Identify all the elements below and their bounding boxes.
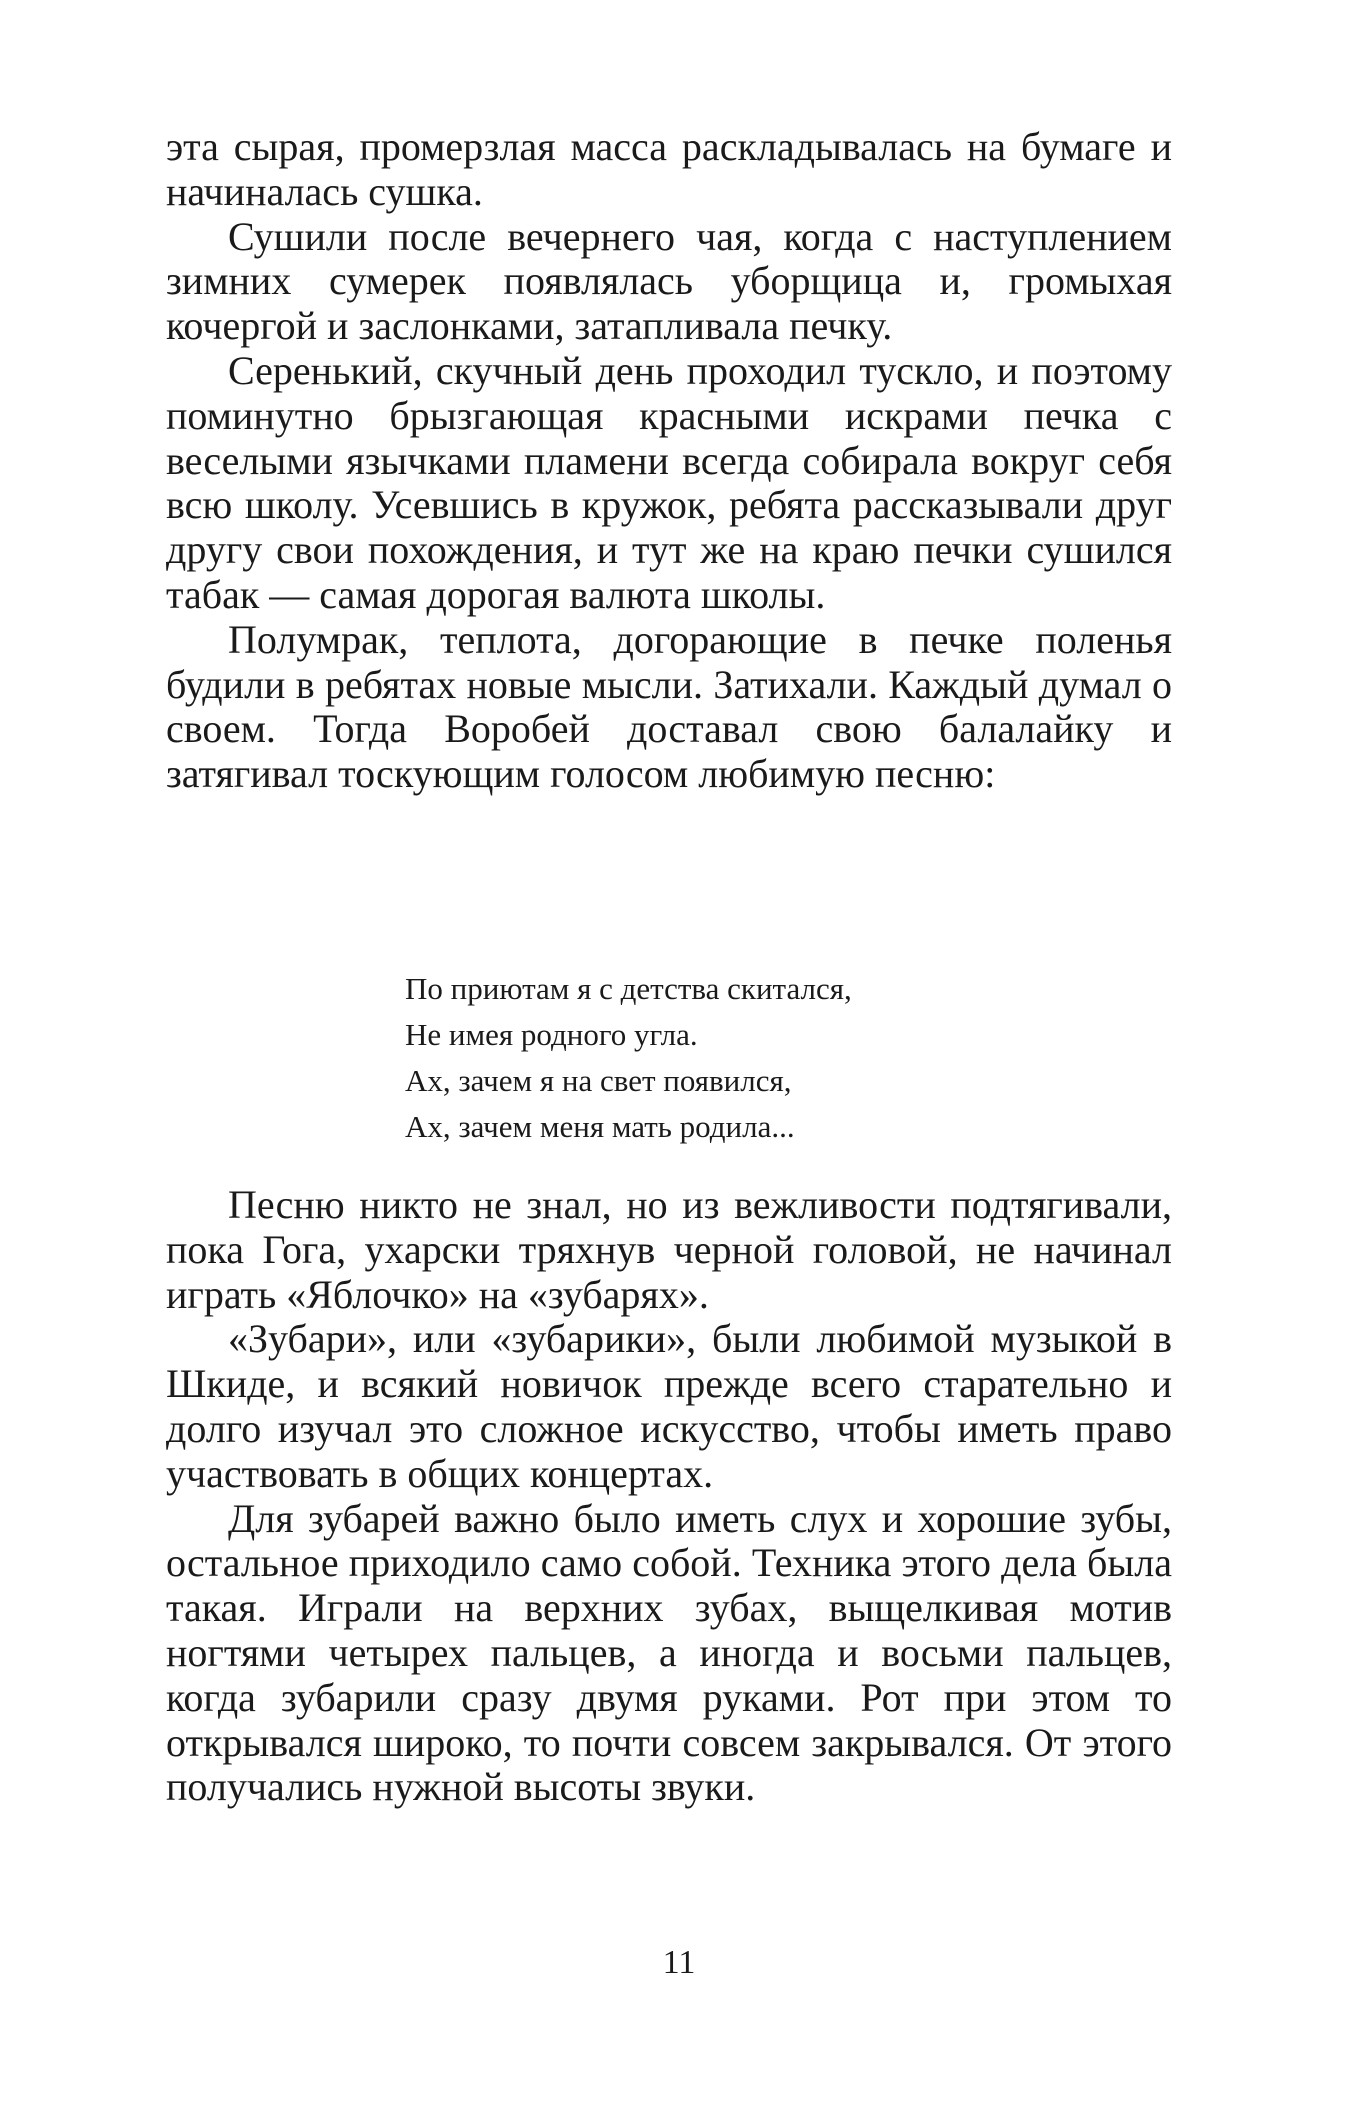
verse-line: Ах, зачем меня мать родила... xyxy=(405,1109,795,1144)
text-block-bottom xyxy=(166,1183,1172,1810)
verse-line: Не имея родного угла. xyxy=(405,1017,698,1052)
song-verse xyxy=(405,966,852,1150)
paragraph: Песню никто не знал, но из вежливости подтягивали, пока Гога, ухарски тряхнув черной головой, не начинал играть «Яблочко» на «зубарях». xyxy=(166,1182,1172,1317)
page-number: 11 xyxy=(662,1944,696,1981)
verse-line: Ах, зачем я на свет появился, xyxy=(405,1063,792,1098)
paragraph: «Зубари», или «зубарики», были любимой музыкой в Шкиде, и всякий новичок прежде всего старательно и долго изучал это сложное искусство, чтобы иметь право участвовать в общих концертах. xyxy=(166,1316,1172,1496)
paragraph: Полумрак, теплота, догорающие в печке поленья будили в ребятах новые мысли. Затихали. Каждый думал о своем. Тогда Воробей доставал свою балалайку и затягивал тоскующим голосом любимую песню: xyxy=(166,616,1172,797)
verse-line: По приютам я с детства скитался, xyxy=(405,971,852,1006)
paragraph: Серенький, скучный день проходил тускло, и поэтому поминутно брызгающая красными искрами печка с веселыми язычками пламени всегда собирала вокруг себя всю школу. Усевшись в кружок, ребята рассказывали друг другу свои похождения, и тут же на краю печки сушился табак — самая дорогая валюта школы. xyxy=(166,347,1172,617)
text-block-top xyxy=(166,125,1172,797)
paragraph: эта сырая, промерзлая масса раскладывалась на бумаге и начиналась сушка. xyxy=(166,124,1172,214)
paragraph: Для зубарей важно было иметь слух и хорошие зубы, остальное приходило само собой. Техника этого дела была такая. Играли на верхних зубах, выщелкивая мотив ногтями четырех пальцев, а иногда и восьми пальцев, когда зубарили сразу двумя руками. Рот при этом то открывался широко, то почти совсем закрывался. От этого получались нужной высоты звуки. xyxy=(166,1495,1172,1810)
paragraph: Сушили после вечернего чая, когда с наступлением зимних сумерек появлялась уборщица и, громыхая кочергой и заслонками, затапливала печку. xyxy=(166,213,1172,349)
